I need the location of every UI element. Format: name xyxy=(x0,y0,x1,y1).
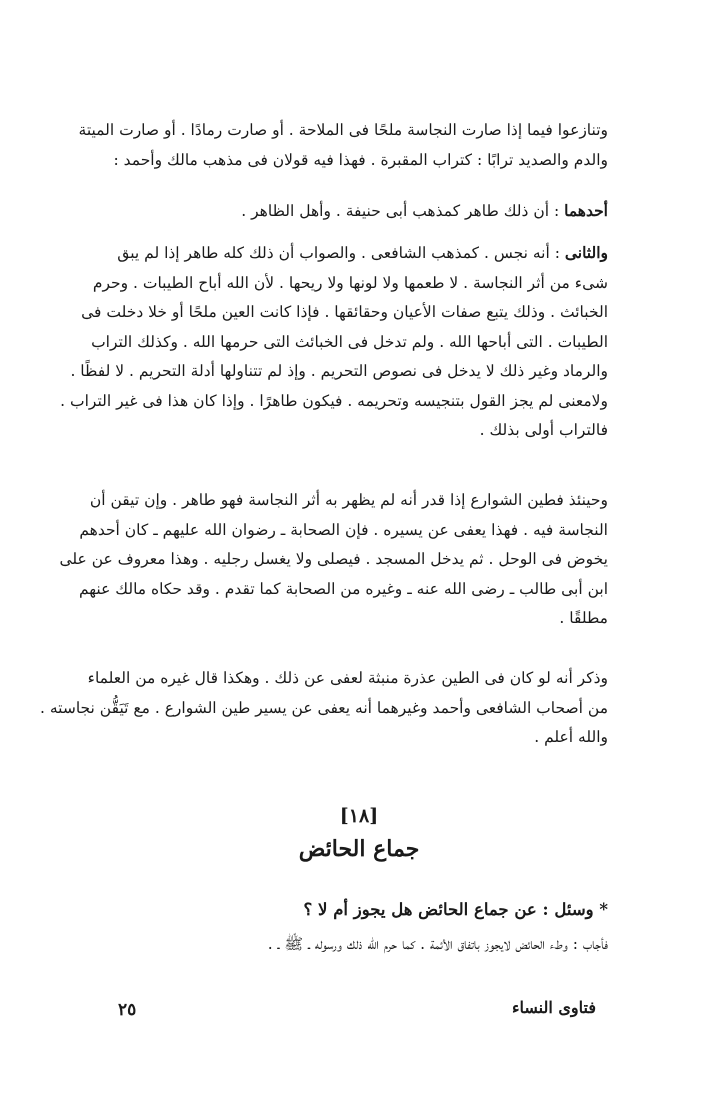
paragraph-3 xyxy=(60,238,608,446)
paragraph-5 xyxy=(40,664,608,753)
text-line: والدم والصديد ترابًا : كتراب المقبرة . فهذا فيه قولان فى مذهب مالك وأحمد : xyxy=(113,150,608,169)
paragraph-label: أحدهما xyxy=(564,201,608,220)
text-line: ولامعنى لم يجز القول بتنجيسه وتحريمه . فيكون طاهرًا . وإذا كان هذا فى غير التراب . xyxy=(60,391,608,410)
book-title: فتاوى النساء xyxy=(512,998,596,1017)
answer-line: فأجاب : وطء الحائض لايجوز باتفاق الأئمة . كما حرم الله ذلك ورسوله ـ ﷺ ـ . xyxy=(267,935,608,953)
question-line: * وسئل : عن جماع الحائض هل يجوز أم لا ؟ xyxy=(303,900,608,919)
text-line: والرماد وغير ذلك لا يدخل فى نصوص التحريم . وإذ لم تتناولها أدلة التحريم . لا لفظًا . xyxy=(70,362,608,380)
paragraph-text: : أن ذلك طاهر كمذهب أبى حنيفة . وأهل الظاهر . xyxy=(241,202,565,220)
text-line: يخوض فى الوحل . ثم يدخل المسجد . فيصلى ولا يغسل رجليه . وهذا معروف عن على xyxy=(59,550,608,568)
text-line: وحينئذ فطين الشوارع إذا قدر أنه لم يظهر به أثر النجاسة فهو طاهر . وإن تيقن أن xyxy=(89,491,608,509)
page-number: ٢٥ xyxy=(118,1000,137,1020)
text-line: وذكر أنه لو كان فى الطين عذرة منبثة لعفى عن ذلك . وهكذا قال غيره من العلماء xyxy=(87,669,608,687)
text-line: شىء من أثر النجاسة . لا طعمها ولا لونها ولا ريحها . لأن الله أباح الطيبات . وحرم xyxy=(92,273,608,292)
text-line xyxy=(110,196,608,227)
text-line: النجاسة فيه . فهذا يعفى عن يسيره . فإن الصحابة ـ رضوان الله عليهم ـ كان أحدهم xyxy=(79,520,608,539)
section-title: جماع الحائض xyxy=(298,836,420,862)
text-line: الطيبات . التى أباحها الله . ولم تدخل فى الخبائث التى حرمها الله . وكذلك التراب xyxy=(91,332,608,351)
text-line: فالتراب أولى بذلك . xyxy=(479,421,608,439)
text-line: والله أعلم . xyxy=(534,728,608,746)
paragraph-label: والثانى xyxy=(564,243,608,262)
text-line xyxy=(110,238,608,269)
paragraph-text: : أنه نجس . كمذهب الشافعى . والصواب أن ذلك كله طاهر إذا لم يبق xyxy=(117,244,565,262)
text-line: مطلقًا . xyxy=(559,609,608,627)
paragraph-1 xyxy=(78,116,608,175)
text-line: ابن أبى طالب ـ رضى الله عنه ـ وغيره من الصحابة كما تقدم . وقد حكاه مالك عنهم xyxy=(78,579,608,598)
paragraph-4 xyxy=(59,486,608,634)
text-line: الخبائث . وذلك يتبع صفات الأعيان وحقائقها . فإذا كانت العين ملحًا أو خلا دخلت فى xyxy=(81,303,608,321)
text-line: وتنازعوا فيما إذا صارت النجاسة ملحًا فى الملاحة . أو صارت رمادًا . أو صارت الميتة xyxy=(78,121,608,139)
paragraph-2 xyxy=(110,196,608,227)
section-number: [١٨] xyxy=(339,805,379,827)
text-line: من أصحاب الشافعى وأحمد وغيرهما أنه يعفى عن يسير طين الشوارع . مع تَيَقُّن نجاسته . xyxy=(40,698,608,717)
